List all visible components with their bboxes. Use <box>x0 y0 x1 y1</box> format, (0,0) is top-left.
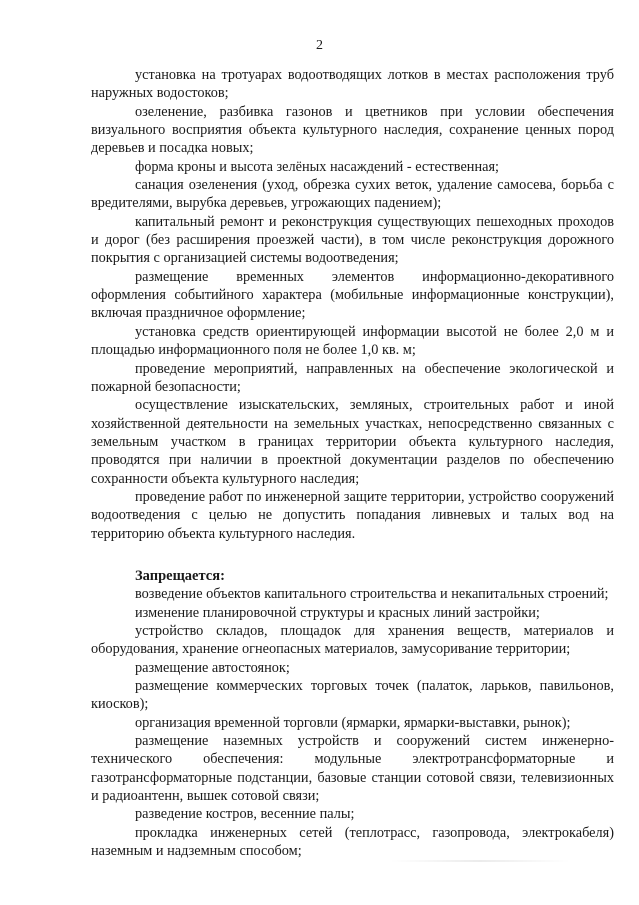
list-item: устройство складов, площадок для хранения веществ, материалов и оборудования, хранение огнеопасных материалов, замусоривание территории; <box>91 622 614 658</box>
list-item: организация временной торговли (ярмарки, ярмарки-выставки, рынок); <box>135 714 571 731</box>
prohibited-heading: Запрещается: <box>135 567 225 584</box>
list-item: разведение костров, весенние палы; <box>135 806 355 823</box>
list-item: проведение работ по инженерной защите территории, устройство сооружений водоотведения с целью не допустить попадания ливневых и талых вод на территорию объекта культурного наследия. <box>91 488 614 542</box>
list-item: размещение наземных устройств и сооружений систем инженерно-технического обеспечения: модульные электротрансформаторные и газотрансформаторные подстанции, базовые станции сотовой связи, телевизионных и радиоантенн, вышек сотовой связи; <box>91 733 614 805</box>
list-item: проведение мероприятий, направленных на обеспечение экологической и пожарной безопасности; <box>91 360 614 395</box>
list-item: капитальный ремонт и реконструкция существующих пешеходных проходов и дорог (без расширения проезжей части), в том числе реконструкция дорожного покрытия с организацией системы водоотведения; <box>91 213 614 267</box>
list-item: прокладка инженерных сетей (теплотрасс, газопровода, электрокабеля) наземным и надземным способом; <box>91 824 614 860</box>
list-item: размещение автостоянок; <box>135 659 290 676</box>
list-item: форма кроны и высота зелёных насаждений - естественная; <box>135 158 499 175</box>
list-item: размещение временных элементов информационно-декоративного оформления событийного характера (мобильные информационные конструкции), включая праздничное оформление; <box>91 268 614 322</box>
document-body <box>91 66 614 860</box>
list-item: санация озеленения (уход, обрезка сухих веток, удаление самосева, борьба с вредителями, вырубка деревьев, угрожающих падением); <box>91 177 614 212</box>
list-item: возведение объектов капитального строительства и некапитальных строений; <box>135 586 609 603</box>
scan-fold-mark <box>390 860 570 862</box>
prohibited-list <box>91 585 614 860</box>
list-item: изменение планировочной структуры и красных линий застройки; <box>135 604 540 621</box>
list-item: осуществление изыскательских, земляных, строительных работ и иной хозяйственной деятельности на земельных участках, непосредственно связанных с земельным участком в границах территории объекта культурного наследия, проводятся при наличии в проектной документации разделов по обеспечению сохранности объекта культурного наследия; <box>91 397 614 487</box>
list-item: установка на тротуарах водоотводящих лотков в местах расположения труб наружных водостоков; <box>91 67 614 102</box>
list-item: размещение коммерческих торговых точек (палаток, ларьков, павильонов, киосков); <box>91 678 614 713</box>
list-item: установка средств ориентирующей информации высотой не более 2,0 м и площадью информационного поля не более 1,0 кв. м; <box>91 323 614 359</box>
allowed-list <box>91 66 614 543</box>
page-number: 2 <box>316 38 323 53</box>
list-item: озеленение, разбивка газонов и цветников при условии обеспечения визуального восприятия объекта культурного наследия, сохранение ценных пород деревьев и посадка новых; <box>91 103 614 157</box>
